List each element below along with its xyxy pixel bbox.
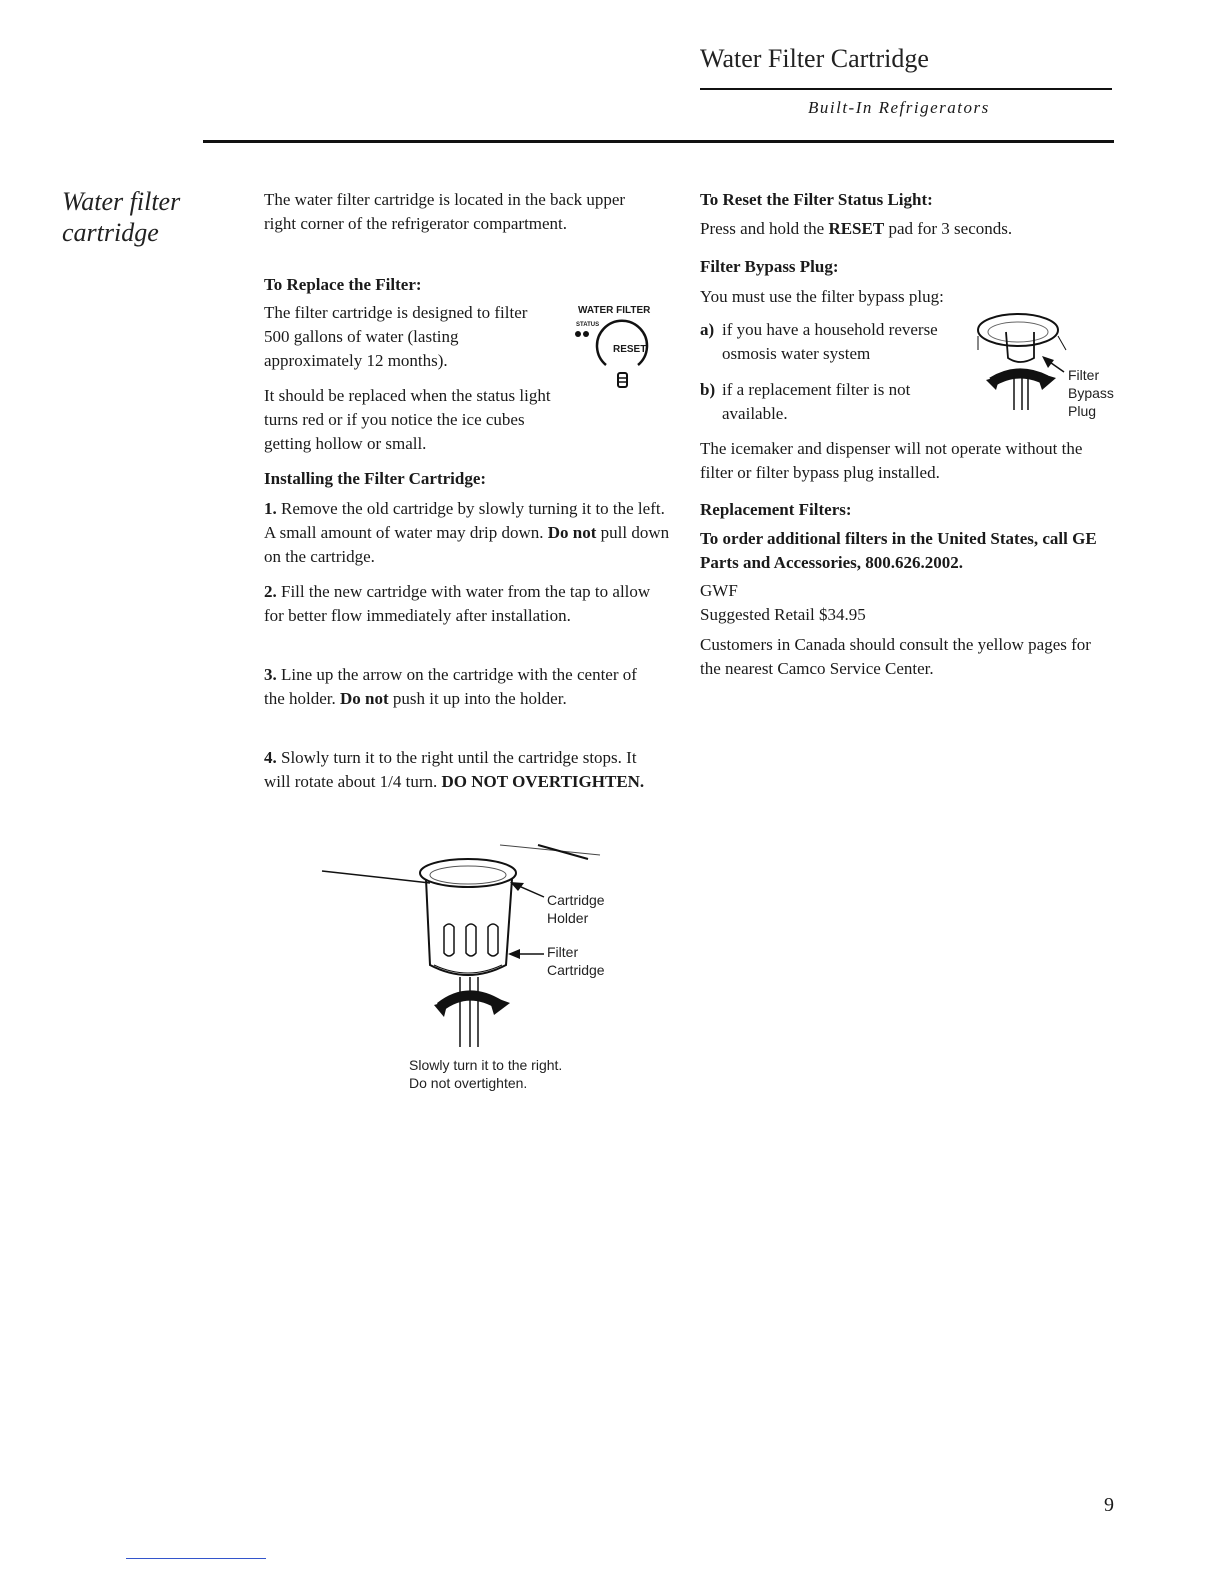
step-text: Line up the arrow on the cartridge with the center of the holder.: [264, 665, 637, 708]
label-line: Holder: [547, 910, 589, 926]
step-text: pull down on the cartridge.: [264, 523, 670, 566]
figure-caption: [409, 1056, 562, 1092]
label-line: Filter: [547, 944, 579, 960]
bypass-item-label: b): [700, 380, 716, 399]
water-filter-panel: [566, 303, 656, 413]
reset-button-ring: [597, 321, 647, 365]
page-header-title: Water Filter Cartridge: [700, 44, 929, 73]
footer-line: [126, 1558, 266, 1559]
bypass-item-a: [700, 318, 960, 366]
shelf-line: [500, 845, 600, 855]
caption-line: Do not overtighten.: [409, 1075, 528, 1091]
bypass-item-text: if a replacement filter is not available.: [722, 380, 911, 423]
label-line: Cartridge: [547, 892, 605, 908]
header-rule: [700, 88, 1112, 90]
replace-paragraph-2: It should be replaced when the status light turns red or if you notice the ice cubes getting hollow or small.: [264, 386, 551, 453]
canada-note: Customers in Canada should consult the yellow pages for the nearest Camco Service Center.: [700, 635, 1091, 678]
step-number: 3.: [264, 665, 277, 684]
bypass-item-label: a): [700, 320, 715, 339]
label-line: Filter: [1068, 367, 1100, 383]
section-divider: [203, 140, 1114, 143]
filter-cartridge: [426, 879, 512, 975]
page-number: 9: [1104, 1494, 1114, 1516]
model-number: GWF: [700, 581, 738, 600]
reset-button[interactable]: RESET: [613, 344, 647, 355]
reset-text: Press and hold the: [700, 219, 825, 238]
label-filter-cartridge: [547, 943, 605, 979]
cartridge-holder-rim: [430, 866, 506, 884]
install-step-2: [264, 580, 659, 628]
label-line: Bypass: [1068, 385, 1114, 401]
intro-paragraph: The water filter cartridge is located in the back upper right corner of the refrigerator compartment.: [264, 190, 626, 233]
bypass-plug-diagram: [970, 306, 1070, 436]
install-step-3: [264, 663, 659, 711]
panel-drawing: [566, 303, 656, 413]
cartridge-holder: [420, 859, 516, 887]
reset-text: pad for 3 seconds.: [888, 219, 1013, 238]
section-title: Water filter cartridge: [62, 187, 181, 247]
step-number: 2.: [264, 582, 277, 601]
label-line: Cartridge: [547, 962, 605, 978]
bypass-item-b: [700, 378, 960, 426]
step-number: 1.: [264, 499, 277, 518]
step-text: push it up into the holder.: [392, 689, 567, 708]
shelf-line: [322, 871, 430, 883]
bypass-heading: Filter Bypass Plug:: [700, 257, 839, 276]
label-line: Plug: [1068, 403, 1097, 419]
install-step-4: [264, 746, 659, 794]
label-bypass-plug: [1068, 366, 1114, 420]
panel-status-label: STATUS: [576, 322, 600, 328]
step-text: Slowly turn it to the right until the cartridge stops. It will rotate about 1/4 turn.: [264, 748, 637, 791]
step-emphasis: Do not: [340, 689, 389, 708]
reset-emphasis: RESET: [828, 219, 885, 238]
replacement-heading: Replacement Filters:: [700, 500, 852, 519]
caption-line: Slowly turn it to the right.: [409, 1057, 563, 1073]
step-text: Remove the old cartridge by slowly turning it to the left. A small amount of water may drip down.: [264, 499, 665, 542]
install-step-1: [264, 497, 674, 569]
shelf-line: [538, 845, 588, 859]
filter-icon: [618, 373, 627, 387]
status-light-dot: [575, 331, 581, 337]
step-emphasis: DO NOT OVERTIGHTEN.: [441, 772, 645, 791]
status-light-dot: [583, 331, 589, 337]
bypass-note: The icemaker and dispenser will not operate without the filter or filter bypass plug installed.: [700, 439, 1083, 482]
step-text: Fill the new cartridge with water from the tap to allow for better flow immediately after installation.: [264, 582, 651, 625]
bypass-item-text: if you have a household reverse osmosis water system: [722, 320, 938, 363]
order-info: To order additional filters in the United States, call GE Parts and Accessories, 800.626.2002.: [700, 529, 1097, 572]
suggested-price: Suggested Retail $34.95: [700, 605, 866, 624]
replace-heading: To Replace the Filter:: [264, 275, 422, 294]
bypass-intro: You must use the filter bypass plug:: [700, 287, 944, 306]
install-heading: Installing the Filter Cartridge:: [264, 469, 487, 488]
reset-heading: To Reset the Filter Status Light:: [700, 190, 933, 209]
replace-paragraph: The filter cartridge is designed to filter 500 gallons of water (lasting approximately 12 months).: [264, 303, 528, 370]
bypass-plug: [1006, 332, 1034, 362]
page-header-subtitle: Built-In Refrigerators: [808, 98, 990, 117]
bypass-holder: [978, 314, 1058, 346]
step-number: 4.: [264, 748, 277, 767]
reset-paragraph: [700, 217, 1100, 241]
panel-title: WATER FILTER: [578, 305, 651, 316]
label-cartridge-holder: [547, 891, 605, 927]
step-emphasis: Do not: [547, 523, 597, 542]
